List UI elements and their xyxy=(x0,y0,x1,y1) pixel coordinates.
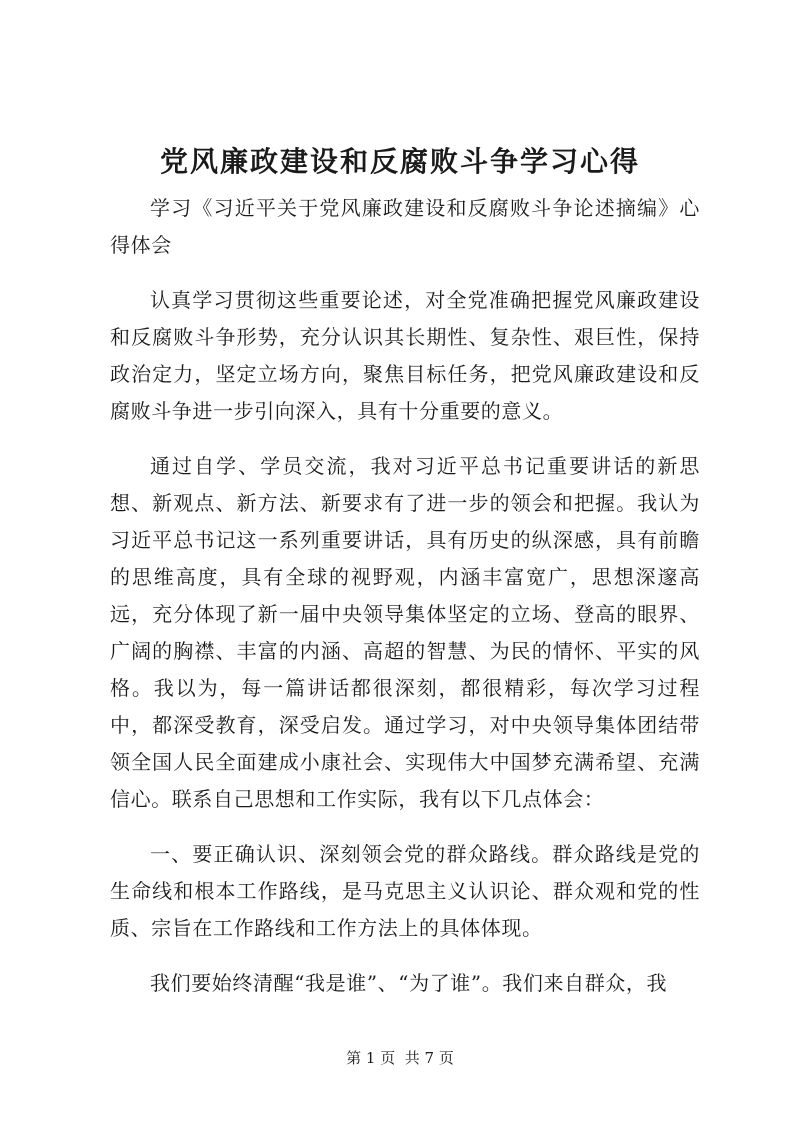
paragraph-subtitle: 学习《习近平关于党风廉政建设和反腐败斗争论述摘编》心得体会 xyxy=(110,196,700,257)
document-title: 党风廉政建设和反腐败斗争学习心得 xyxy=(159,145,640,178)
paragraph-1: 认真学习贯彻这些重要论述，对全党准确把握党风廉政建设和反腐败斗争形势，充分认识其长期性、复杂性、艰巨性，保持政治定力，坚定立场方向，聚焦目标任务，把党风廉政建设和反腐败斗争进一步引向深入，具有十分重要的意义。 xyxy=(110,288,700,423)
document-body xyxy=(110,190,700,1020)
paragraph-3: 一、要正确认识、深刻领会党的群众路线。群众路线是党的生命线和根本工作路线，是马克思主义认识论、群众观和党的性质、宗旨在工作路线和工作方法上的具体体现。 xyxy=(110,842,700,940)
paragraph-2: 通过自学、学员交流，我对习近平总书记重要讲话的新思想、新观点、新方法、新要求有了进一步的领会和把握。我认为习近平总书记这一系列重要讲话，具有历史的纵深感，具有前瞻的思维高度，具有全球的视野观，内涵丰富宽广，思想深邃高远，充分体现了新一届中央领导集体坚定的立场、登高的眼界、广阔的胸襟、丰富的内涵、高超的智慧、为民的情怀、平实的风格。我以为，每一篇讲话都很深刻，都很精彩，每次学习过程中，都深受教育，深受启发。通过学习，对中央领导集体团结带领全国人民全面建成小康社会、实现伟大中国梦充满希望、充满信心。联系自己思想和工作实际，我有以下几点体会： xyxy=(110,454,700,811)
page-footer xyxy=(0,1048,800,1068)
page-number-label: 第 1 页 共 7 页 xyxy=(346,1049,454,1067)
paragraph-4: 我们要始终清醒“我是谁”、“为了谁”。我们来自群众，我 xyxy=(150,971,668,995)
